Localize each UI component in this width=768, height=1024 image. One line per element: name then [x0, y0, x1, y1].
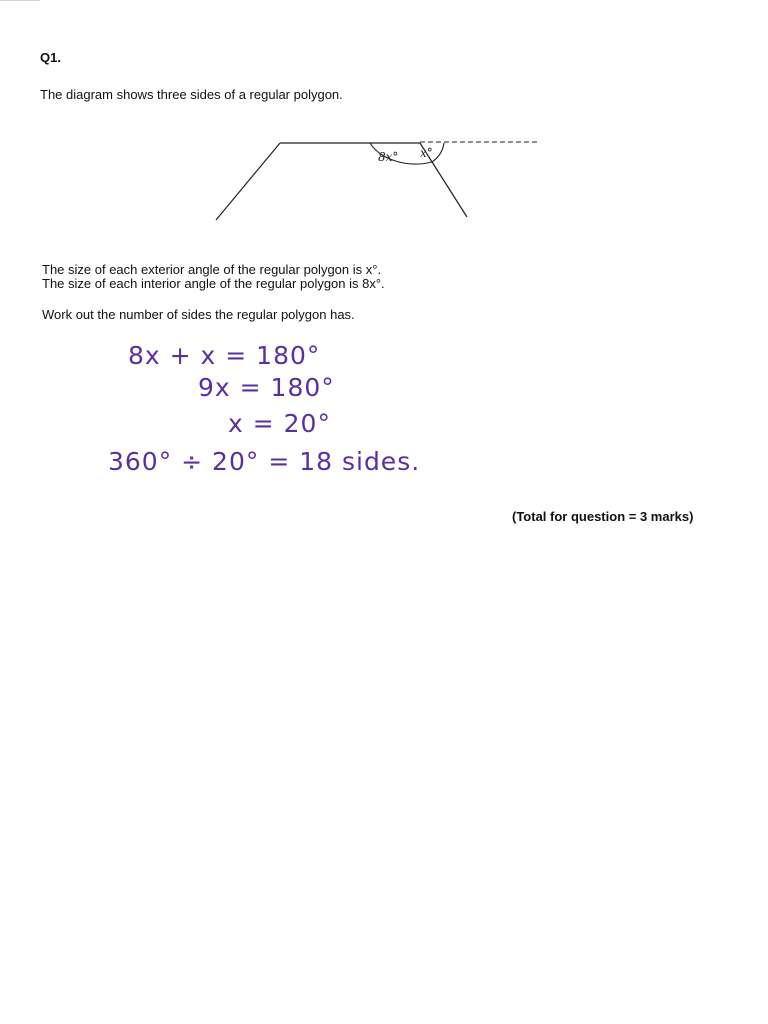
working-line-2: 9x = 180° [198, 373, 335, 402]
working-line-1: 8x + x = 180° [128, 341, 321, 370]
handwritten-working [0, 0, 768, 500]
interior-angle-statement: The size of each interior angle of the regular polygon is 8x°. [42, 276, 385, 291]
working-line-3: x = 20° [228, 409, 331, 438]
interior-angle-label: 8x° [378, 150, 399, 164]
working-line-4: 360° ÷ 20° = 18 sides. [108, 447, 421, 476]
exterior-angle-label: x° [420, 146, 433, 160]
question-number: Q1. [40, 50, 61, 65]
total-marks: (Total for question = 3 marks) [512, 509, 694, 524]
question-intro: The diagram shows three sides of a regular polygon. [40, 87, 343, 102]
exterior-angle-statement: The size of each exterior angle of the regular polygon is x°. [42, 262, 382, 277]
question-task: Work out the number of sides the regular polygon has. [42, 307, 355, 322]
